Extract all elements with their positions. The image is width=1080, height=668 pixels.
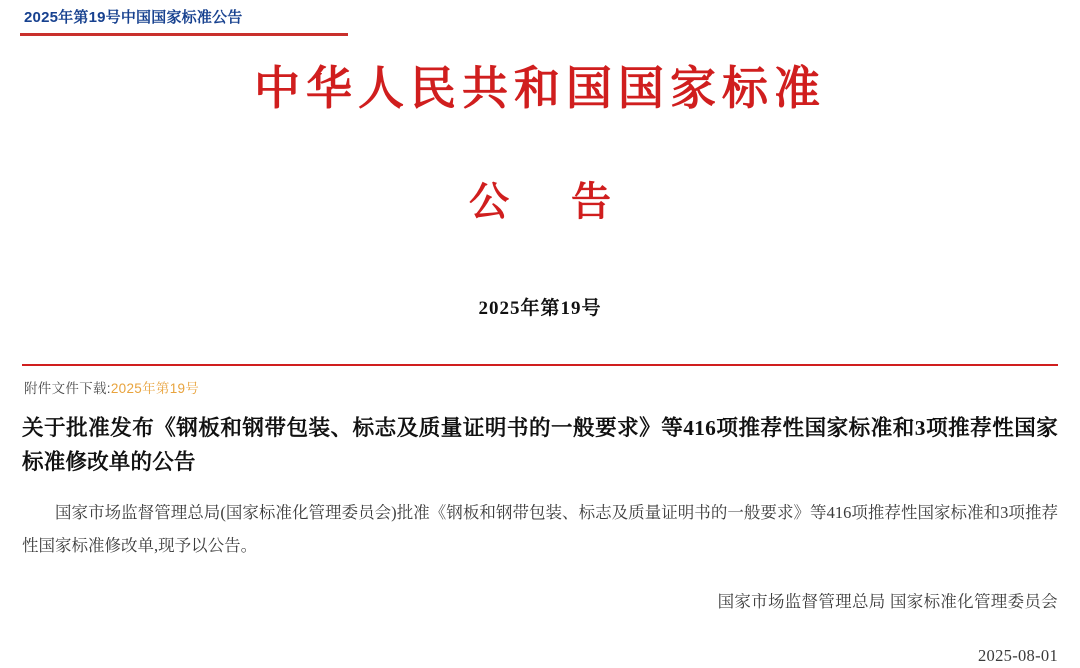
notice-signature: 国家市场监督管理总局 国家标准化管理委员会 <box>717 592 1058 612</box>
page-title: 中华人民共和国国家标准 <box>254 63 826 114</box>
notice-date: 2025-08-01 <box>978 646 1058 666</box>
attachment-download-row <box>24 377 1080 397</box>
notice-section <box>22 411 1058 667</box>
document-subtitle: 公 告 <box>469 178 637 224</box>
attachment-label: 附件文件下载: <box>24 380 111 396</box>
tab-announcement-2025-19[interactable]: 2025年第19号中国国家标准公告 <box>24 9 243 26</box>
notice-body: 国家市场监督管理总局(国家标准化管理委员会)批准《钢板和钢带包装、标志及质量证明书的一般要求》等416项推荐性国家标准和3项推荐性国家标准修改单,现予以公告。 <box>22 503 1058 556</box>
top-tab-bar <box>0 0 1080 38</box>
notice-title: 关于批准发布《钢板和钢带包装、标志及质量证明书的一般要求》等416项推荐性国家标准和3项推荐性国家标准修改单的公告 <box>22 415 1058 475</box>
issue-number: 2025年第19号 <box>478 297 602 319</box>
attachment-download-link[interactable]: 2025年第19号 <box>110 380 200 396</box>
tab-active-underline <box>20 33 348 36</box>
document-header <box>0 38 1080 320</box>
red-divider <box>22 364 1058 366</box>
